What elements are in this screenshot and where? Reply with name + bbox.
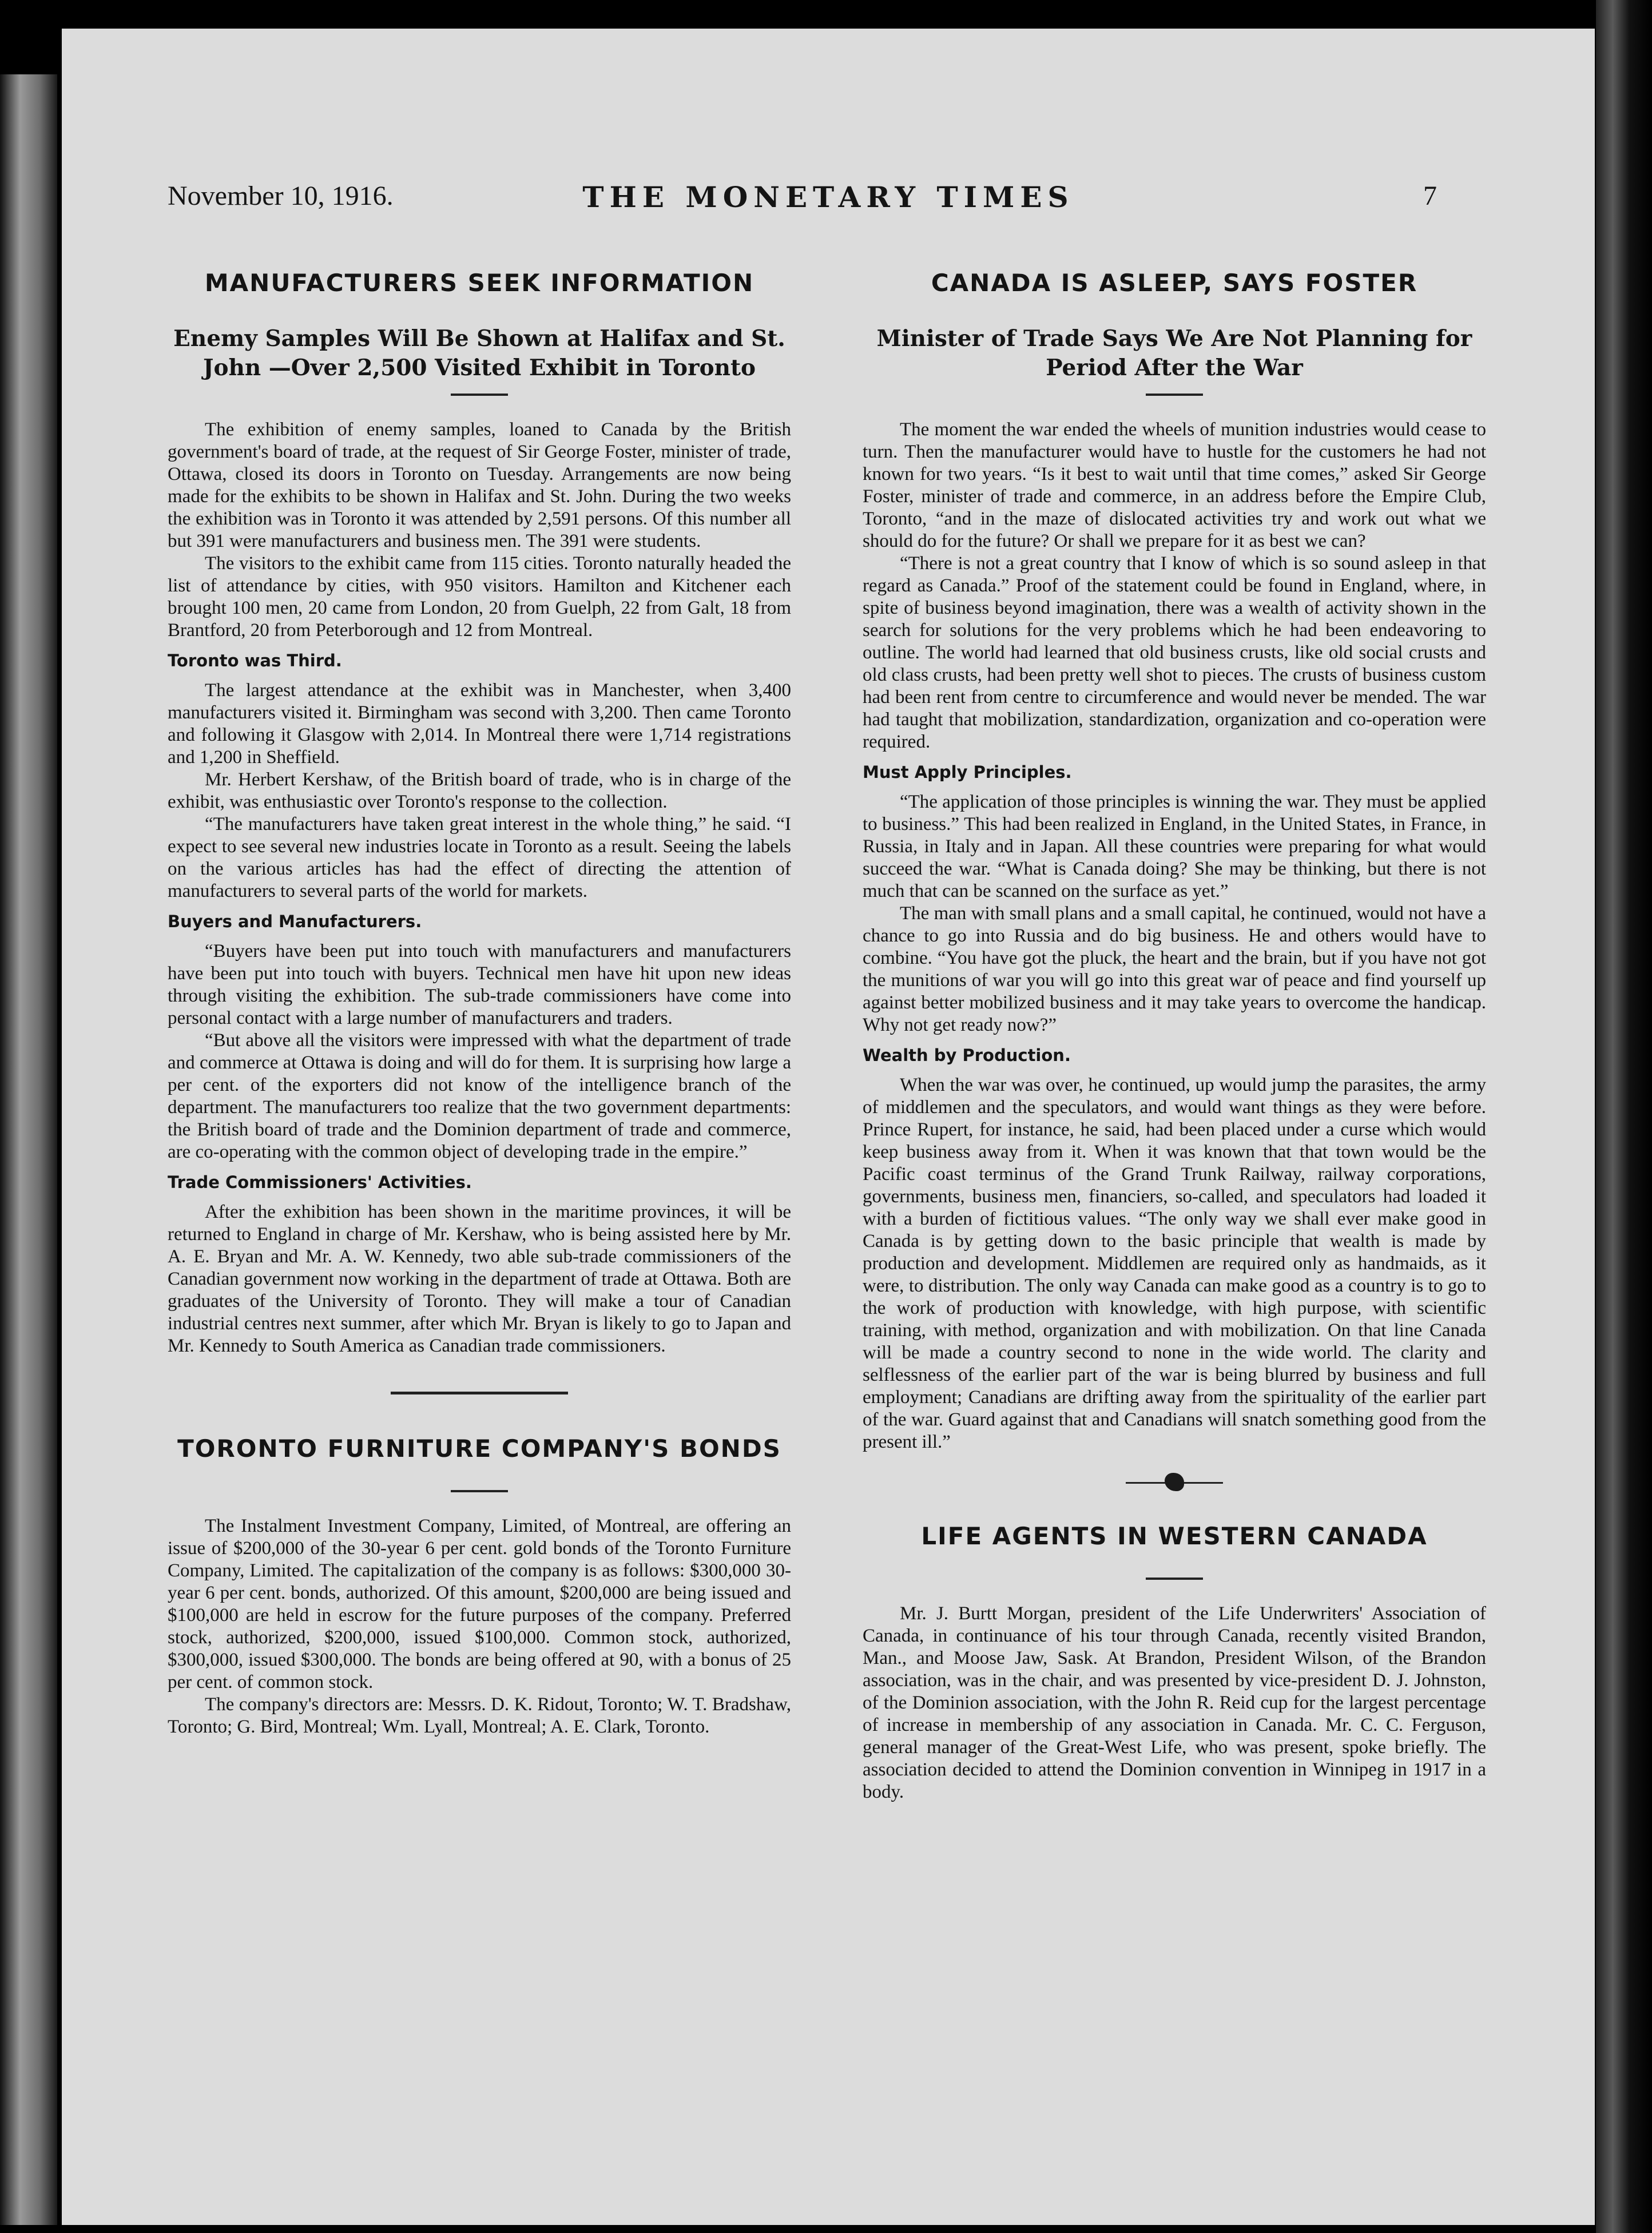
subheading: Buyers and Manufacturers.: [168, 911, 422, 931]
subheading: Toronto was Third.: [168, 650, 342, 670]
paragraph: Mr. Herbert Kershaw, of the British board of trade, who is in charge of the exhibit, was enthusiastic over Toronto's response to the collection.: [168, 769, 791, 812]
short-rule: [451, 394, 508, 396]
paragraph: “There is not a great country that I know of which is so sound asleep in that regard as Canada.” Proof of the statement could be found in England, where, in spite of business beyond imagination, there was a wealth of activity shown in the search for solutions for the very problems which he had been endeavoring to outline. The world had learned that old business crusts, like old social crusts and old class crusts, had been pretty well shot to pieces. The crusts of business custom had been rent from centre to circumference and would never be mended. The war had taught that mobilization, standardization, organization and co-operation were required.: [863, 553, 1486, 752]
newspaper-page: [62, 29, 1595, 2225]
paragraph: After the exhibition has been shown in the maritime provinces, it will be returned to England in charge of Mr. Kershaw, who is being assisted here by Mr. A. E. Bryan and Mr. A. W. Kennedy, two able sub-trade commissioners of the Canadian government now working in the department of trade at Ottawa. Both are graduates of the University of Toronto. They will make a tour of Canadian industrial centres next summer, after which Mr. Bryan is likely to go to Japan and Mr. Kennedy to South America as Canadian trade commissioners.: [168, 1201, 791, 1356]
paragraph: “Buyers have been put into touch with manufacturers and manufacturers have been put into touch with buyers. Technical men have hit upon new ideas through visiting the exhibition. The sub-trade commissioners have come into personal contact with a large number of manufacturers and traders.: [168, 940, 791, 1028]
paragraph: When the war was over, he continued, up would jump the parasites, the army of middlemen and the speculators, and would want things as they were before. Prince Rupert, for instance, he said, had been placed under a curse which would keep business away from it. When it was known that that town would be the Pacific coast terminus of the Grand Trunk Railway, railway corporations, governments, business men, financiers, so-called, and speculators had loaded it with a burden of fictitious values. “The only way we shall ever make good in Canada is by getting down to the basic principle that wealth is made by production and development. Middlemen are required only as handmaids, as it were, to distribution. The only way Canada can make good as a country is to go to the work of production with knowledge, with high purpose, with scientific training, with method, organization and with mobilization. On that line Canada will be made a country second to none in the wide world. The clarity and selflessness of the earlier part of the war is being blurred by business and full employment; Canadians are drifting away from the spirituality of the earlier part of the war. Guard against that and Canadians will snatch something good from the present ill.”: [863, 1074, 1486, 1452]
subheading: Trade Commissioners' Activities.: [168, 1172, 472, 1192]
binding-edge: [1596, 0, 1652, 2233]
paragraph: The man with small plans and a small capital, he continued, would not have a chance to go into Russia and do big business. He and others would have to combine. “You have got the pluck, the heart and the brain, but if you have not got the munitions of war you will go into this great war of peace and find yourself up against better mobilized business and it may take years to overcome the handicap. Why not get ready now?”: [863, 903, 1486, 1035]
paragraph: “The manufacturers have taken great interest in the whole thing,” he said. “I expect to see several new industries locate in Toronto as a result. Seeing the labels on the various articles has had the effect of directing the attention of manufacturers to several parts of the world for markets.: [168, 813, 791, 901]
article-deck: Enemy Samples Will Be Shown at Halifax and St. John —Over 2,500 Visited Exhibit in Toronto: [173, 325, 785, 382]
publication-title: THE MONETARY TIMES: [582, 180, 1074, 214]
paragraph: “But above all the visitors were impressed with what the department of trade and commerce at Ottawa is doing and will do for them. It is surprising how large a per cent. of the exporters did not know of the intelligence branch of the department. The manufacturers too realize that the two government departments: the British board of trade and the Dominion department of trade and commerce, are co-operating with the common object of developing trade in the empire.”: [168, 1030, 791, 1162]
paragraph: The visitors to the exhibit came from 115 cities. Toronto naturally headed the list of attendance by cities, with 950 visitors. Hamilton and Kitchener each brought 100 men, 20 came from London, 20 from Guelph, 22 from Galt, 18 from Brantford, 20 from Peterborough and 12 from Montreal.: [168, 553, 791, 641]
article-headline: LIFE AGENTS IN WESTERN CANADA: [921, 1521, 1428, 1550]
subheading: Must Apply Principles.: [863, 762, 1072, 782]
page-number: 7: [1423, 181, 1437, 211]
short-rule: [1146, 1578, 1203, 1580]
paragraph: The company's directors are: Messrs. D. K. Ridout, Toronto; W. T. Bradshaw, Toronto; G. Bird, Montreal; Wm. Lyall, Montreal; A. E. Clark, Toronto.: [168, 1694, 791, 1737]
paragraph: The moment the war ended the wheels of munition industries would cease to turn. Then the manufacturer would have to hustle for the customers he had not known for two years. “Is it best to wait until that time comes,” asked Sir George Foster, minister of trade and commerce, in an address before the Empire Club, Toronto, “and in the maze of dislocated activities try and work out what we should do for the future? Or shall we prepare for it as best we can?: [863, 419, 1486, 551]
paragraph: Mr. J. Burtt Morgan, president of the Life Underwriters' Association of Canada, in continuance of his tour through Canada, recently visited Brandon, Man., and Moose Jaw, Sask. At Brandon, President Wilson, of the Brandon association, was in the chair, and was presented by vice-president D. J. Johnston, of the Dominion association, with the John R. Reid cup for the largest percentage of increase in membership of any association in Canada. Mr. C. C. Ferguson, general manager of the Great-West Life, who was present, spoke briefly. The association decided to attend the Dominion convention in Winnipeg in 1917 in a body.: [863, 1603, 1486, 1802]
paragraph: The exhibition of enemy samples, loaned to Canada by the British government's board of trade, at the request of Sir George Foster, minister of trade, Ottawa, closed its doors in Toronto on Tuesday. Arrangements are now being made for the exhibits to be shown in Halifax and St. John. During the two weeks the exhibition was in Toronto it was attended by 2,591 persons. Of this number all but 391 were manufacturers and business men. The 391 were students.: [168, 419, 791, 551]
right-column: [863, 269, 1486, 1803]
short-rule: [1146, 394, 1203, 396]
paragraph: The Instalment Investment Company, Limited, of Montreal, are offering an issue of $200,000 of the 30-year 6 per cent. gold bonds of the Toronto Furniture Company, Limited. The capitalization of the company is as follows: $300,000 30-year 6 per cent. bonds, authorized. Of this amount, $200,000 are being issued and $100,000 are held in escrow for the future purposes of the company. Preferred stock, authorized, $200,000, issued $100,000. Common stock, authorized, $300,000, issued $300,000. The bonds are being offered at 90, with a bonus of 25 per cent. of common stock.: [168, 1515, 791, 1692]
article-headline: CANADA IS ASLEEP, SAYS FOSTER: [931, 269, 1418, 297]
article-headline: TORONTO FURNITURE COMPANY'S BONDS: [177, 1434, 781, 1463]
adjacent-page-edge: [0, 74, 57, 2225]
subheading: Wealth by Production.: [863, 1045, 1071, 1065]
left-column: [168, 269, 791, 1738]
article-deck: Minister of Trade Says We Are Not Planning for Period After the War: [876, 325, 1472, 382]
article-headline: MANUFACTURERS SEEK INFORMATION: [204, 269, 754, 297]
issue-date: November 10, 1916.: [168, 181, 394, 211]
paragraph: The largest attendance at the exhibit was in Manchester, when 3,400 manufacturers visited it. Birmingham was second with 3,200. Then came Toronto and following it Glasgow with 2,014. In Montreal there were 1,714 registrations and 1,200 in Sheffield.: [168, 680, 791, 768]
running-head: [62, 180, 1595, 226]
ornament-divider: [1126, 1471, 1223, 1493]
section-divider: [391, 1392, 568, 1394]
paragraph: “The application of those principles is winning the war. They must be applied to business.” This had been realized in England, in the United States, in France, in Russia, in Italy and in Japan. All these countries were preparing for what would succeed the war. “What is Canada doing? She may be thinking, but there is not much that can be scanned on the surface as yet.”: [863, 791, 1486, 901]
short-rule: [451, 1490, 508, 1492]
